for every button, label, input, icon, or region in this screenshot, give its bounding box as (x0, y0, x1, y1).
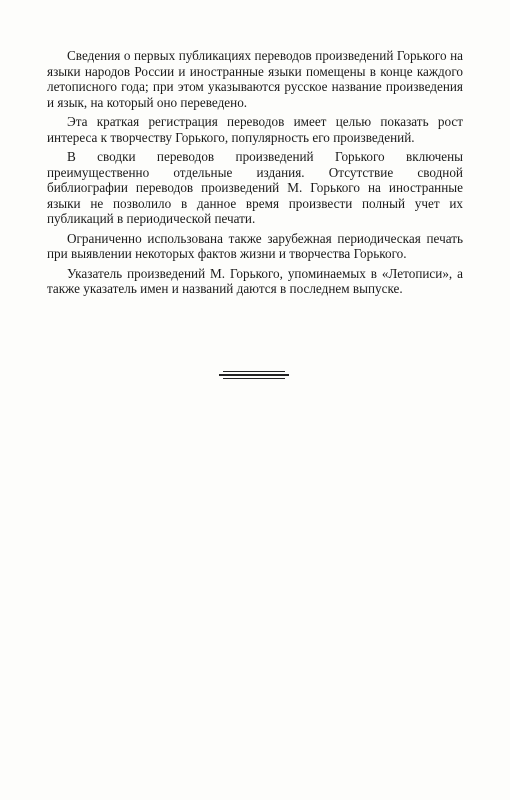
divider-line-top (223, 371, 285, 372)
paragraph-registration-purpose: Эта краткая регистрация переводов имеет целью показать рост интереса к творчеству Горького, популярность его произведений. (47, 114, 463, 145)
paragraph-foreign-press: Ограниченно использована также зарубежная периодическая печать при выявлении некоторых фактов жизни и творчества Горького. (47, 230, 463, 261)
divider-line-bottom (223, 378, 285, 379)
paragraph-translations-info: Сведения о первых публикациях переводов произведений Горького на языки народов России и иностранные языки помещены в конце каждого летописного года; при этом указываются русское название произведения и язык, на который оно переведено. (47, 48, 463, 110)
body-text (47, 48, 463, 301)
end-ornament-divider (219, 370, 289, 380)
paragraph-index: Указатель произведений М. Горького, упоминаемых в «Летописи», а также указатель имен и названий даются в последнем выпуске. (47, 265, 463, 296)
divider-line-middle (219, 374, 289, 376)
paragraph-summaries: В сводки переводов произведений Горького включены преимущественно отдельные издания. Отсутствие сводной библиографии переводов произведений М. Горького на иностранные языки не позволило в данное время произвести полный учет их публикаций в периодической печати. (47, 149, 463, 226)
